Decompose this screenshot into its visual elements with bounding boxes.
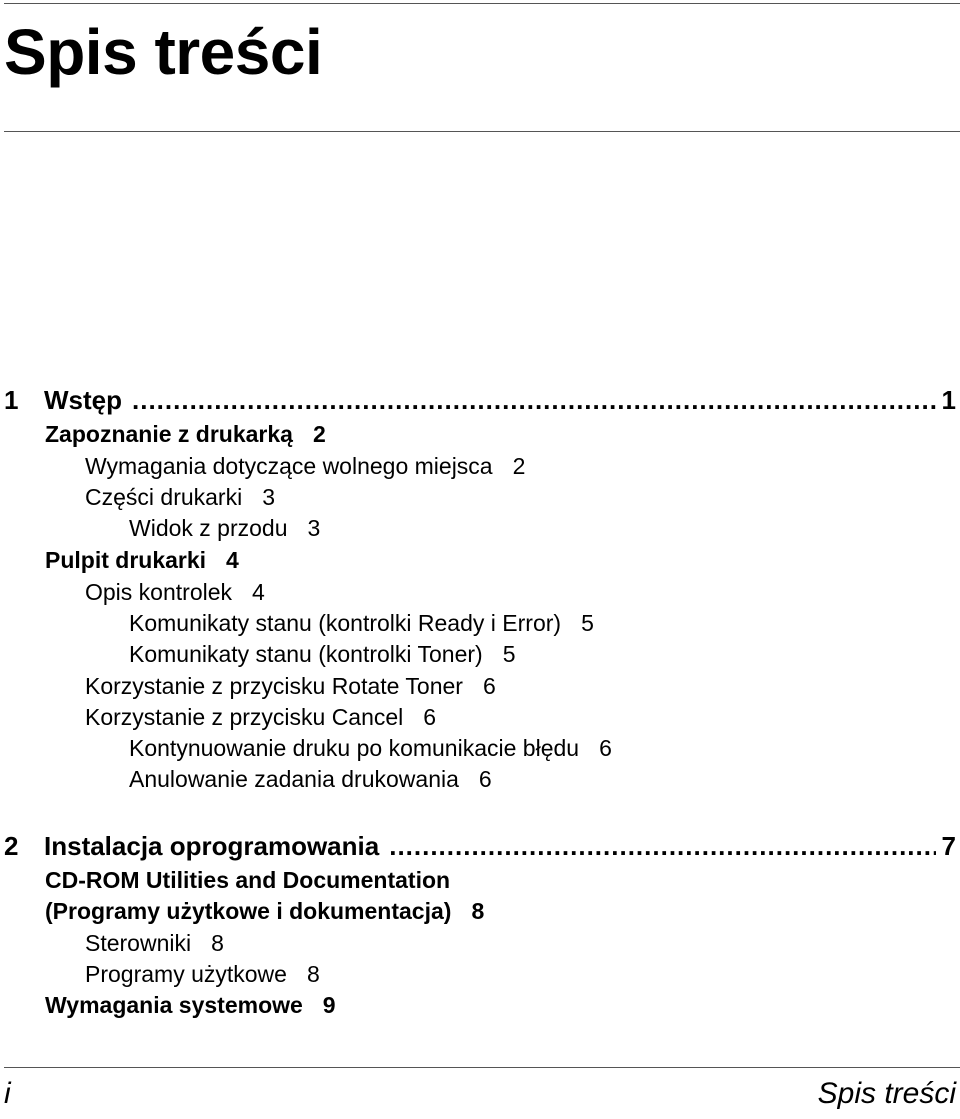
toc-entry[interactable] [85,932,224,955]
toc-entry[interactable] [45,994,336,1017]
entry-text: Komunikaty stanu (kontrolki Toner) [129,641,483,667]
entry-text: Opis kontrolek [85,579,233,605]
chapter-number: 2 [4,831,19,861]
entry-text: CD-ROM Utilities and Documentation [45,867,451,893]
entry-text: Widok z przodu [129,515,288,541]
dot-leader [389,831,935,862]
toc-entry[interactable] [129,737,612,760]
entry-text: Pulpit drukarki [45,547,207,573]
entry-text: Wymagania systemowe [45,992,303,1018]
toc-chapter-1[interactable] [4,385,956,415]
entry-page: 2 [312,421,326,447]
chapter-number: 1 [4,385,19,415]
entry-text: Anulowanie zadania drukowania [129,766,459,792]
entry-page: 6 [482,673,496,699]
chapter-page: 7 [941,831,956,861]
entry-page: 8 [471,898,485,924]
toc-entry[interactable] [129,768,492,791]
dot-leader [132,385,936,416]
entry-text: Zapoznanie z drukarką [45,421,293,447]
title-rule [4,131,960,132]
toc-entry[interactable] [45,423,326,446]
toc-entry[interactable] [129,612,594,635]
entry-text: Wymagania dotyczące wolnego miejsca [85,453,493,479]
entry-text: Korzystanie z przycisku Rotate Toner [85,673,463,699]
entry-page: 4 [252,579,265,605]
entry-page: 8 [211,930,224,956]
toc-entry[interactable] [129,643,515,666]
entry-text: Części drukarki [85,484,243,510]
entry-page: 6 [478,766,492,792]
entry-page: 8 [306,961,320,987]
entry-page: 5 [581,610,594,636]
toc-entry[interactable] [85,675,496,698]
entry-text: Korzystanie z przycisku Cancel [85,704,404,730]
entry-page: 3 [262,484,276,510]
entry-page: 6 [423,704,437,730]
toc-entry[interactable] [85,486,275,509]
entry-page: 6 [599,735,612,761]
entry-page: 4 [226,547,239,573]
entry-text: Programy użytkowe [85,961,287,987]
entry-text: Kontynuowanie druku po komunikacie błędu [129,735,580,761]
top-rule [4,3,960,4]
toc-entry[interactable] [85,706,436,729]
entry-page: 3 [307,515,321,541]
toc-entry[interactable] [85,455,525,478]
entry-text: Komunikaty stanu (kontrolki Ready i Error) [129,610,562,636]
toc-entry[interactable] [85,963,320,986]
toc-entry[interactable] [129,517,320,540]
entry-page: 2 [512,453,526,479]
toc-entry[interactable] [45,900,484,923]
entry-page: 9 [322,992,336,1018]
chapter-title: Instalacja oprogramowania [44,831,380,861]
entry-text: (Programy użytkowe i dokumentacja) [45,898,452,924]
footer-rule [4,1067,960,1068]
page-title: Spis treści [4,16,323,88]
chapter-title: Wstęp [44,385,122,415]
chapter-page: 1 [941,385,956,415]
entry-text: Sterowniki [85,930,192,956]
toc-chapter-2[interactable] [4,831,956,861]
footer-page-number: i [4,1077,11,1110]
toc-entry[interactable] [45,549,239,572]
footer-section-title: Spis treści [817,1077,956,1110]
toc-entry[interactable] [45,869,450,892]
toc-entry[interactable] [85,581,265,604]
entry-page: 5 [502,641,516,667]
